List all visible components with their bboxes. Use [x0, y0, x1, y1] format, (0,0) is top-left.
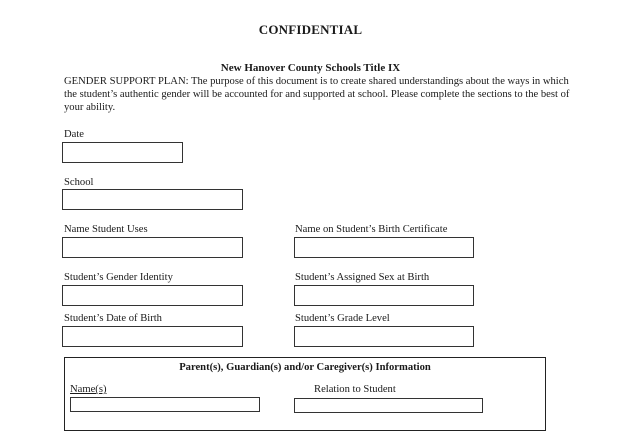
- assigned-sex-field[interactable]: [294, 285, 474, 306]
- confidential-heading: CONFIDENTIAL: [258, 22, 363, 37]
- date-of-birth-label: Student’s Date of Birth: [64, 313, 162, 324]
- guardian-names-label: Name(s): [70, 384, 107, 395]
- guardian-names-field[interactable]: [70, 397, 260, 412]
- relation-to-student-label: Relation to Student: [314, 384, 396, 395]
- date-label: Date: [64, 129, 84, 140]
- school-label: School: [64, 177, 94, 188]
- intro-paragraph: GENDER SUPPORT PLAN: The purpose of this document is to create shared understandings about the ways in which the student’s authentic gender will be accounted for and supported at school. Please complete the sections to the best of your ability.: [64, 76, 570, 113]
- school-field[interactable]: [62, 189, 243, 210]
- birth-certificate-name-field[interactable]: [294, 237, 474, 258]
- document-title: New Hanover County Schools Title IX: [220, 62, 401, 74]
- gender-identity-label: Student’s Gender Identity: [64, 272, 173, 283]
- name-student-uses-label: Name Student Uses: [64, 224, 148, 235]
- gender-identity-field[interactable]: [62, 285, 243, 306]
- grade-level-label: Student’s Grade Level: [295, 313, 390, 324]
- date-field[interactable]: [62, 142, 183, 163]
- birth-certificate-name-label: Name on Student’s Birth Certificate: [295, 224, 448, 235]
- grade-level-field[interactable]: [294, 326, 474, 347]
- name-student-uses-field[interactable]: [62, 237, 243, 258]
- assigned-sex-label: Student’s Assigned Sex at Birth: [295, 272, 430, 283]
- date-of-birth-field[interactable]: [62, 326, 243, 347]
- relation-to-student-field[interactable]: [294, 398, 483, 413]
- guardian-section-title: Parent(s), Guardian(s) and/or Caregiver(s) Information: [179, 362, 431, 373]
